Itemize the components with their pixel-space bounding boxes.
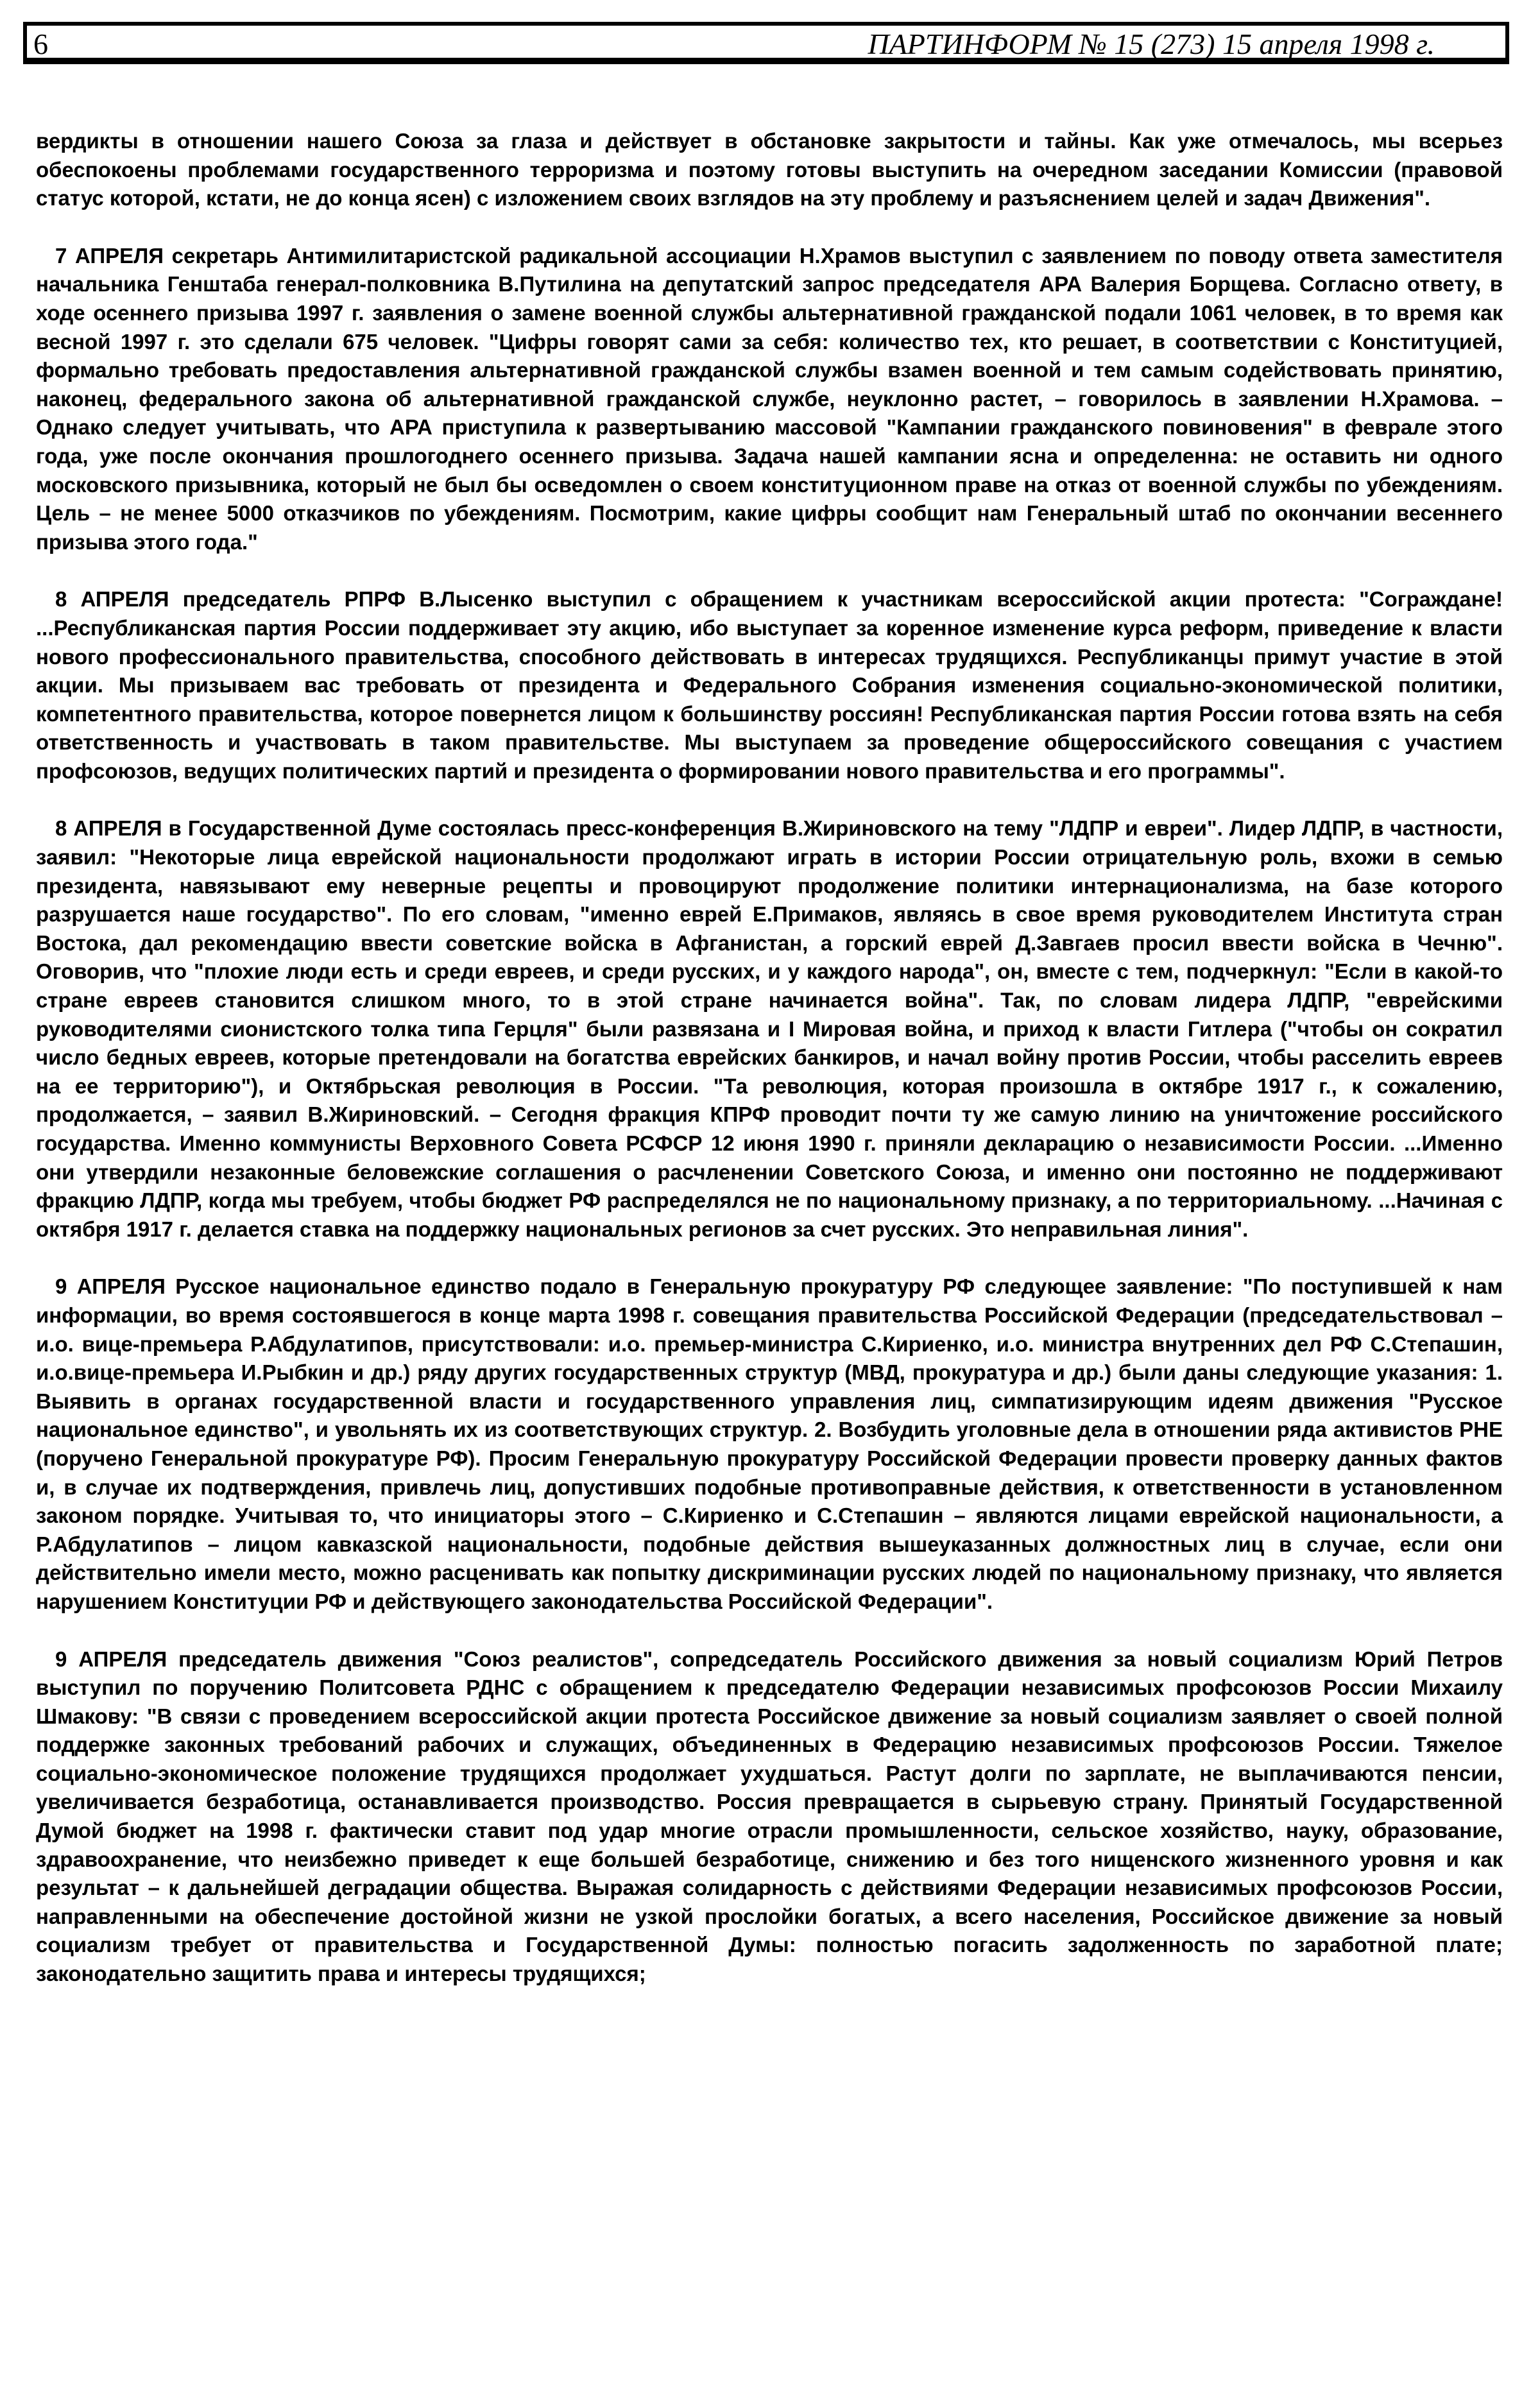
paragraph: 7 АПРЕЛЯ секретарь Антимилитаристской радикальной ассоциации Н.Храмов выступил с заявлением по поводу ответа заместителя начальника Генштаба генерал-полковника В.Путилина на депутатский запрос председателя АРА Валерия Борщева. Согласно ответу, в ходе осеннего призыва 1997 г. заявления о замене военной службы альтернативной гражданской подали 1061 человек, в то время как весной 1997 г. это сделали 675 человек. "Цифры говорят сами за себя: количество тех, кто решает, в соответствии с Конституцией, формально требовать предоставления альтернативной гражданской службы взамен военной и тем самым содействовать принятию, наконец, федерального закона об альтернативной гражданской службе, неуклонно растет, – говорилось в заявлении Н.Храмова. – Однако следует учитывать, что АРА приступила к развертыванию массовой "Кампании гражданского повиновения" в феврале этого года, уже после окончания прошлогоднего осеннего призыва. Задача нашей кампании ясна и определенна: не оставить ни одного московского призывника, который не был бы осведомлен о своем конституционном праве на отказ от военной службы по убеждениям. Цель – не менее 5000 отказчиков по убеждениям. Посмотрим, какие цифры сообщит нам Генеральный штаб по окончании весеннего призыва этого года." xyxy=(36,243,1503,554)
paragraph: вердикты в отношении нашего Союза за глаза и действует в обстановке закрытости и тайны. Как уже отмечалось, мы всерьез обеспокоены проблемами государственного терроризма и поэтому готовы выступить на очередном заседании Комиссии (правовой статус которой, кстати, не до конца ясен) с изложением своих взглядов на эту проблему и разъяснением целей и задач Движения". xyxy=(36,129,1503,210)
page-number: 6 xyxy=(33,28,48,60)
paragraph: 8 АПРЕЛЯ председатель РПРФ В.Лысенко выступил с обращением к участникам всероссийской акции протеста: "Сограждане! ...Республиканская партия России поддерживает эту акцию, ибо выступает за коренное изменение курса реформ, приведение к власти нового профессионального правительства, способного действовать в интересах трудящихся. Республиканцы примут участие в этой акции. Мы призываем вас требовать от президента и Федерального Собрания изменения социально-экономической политики, компетентного правительства, которое повернется лицом к большинству россиян! Республиканская партия России готова взять на себя ответственность и участвовать в таком правительстве. Мы выступаем за проведение общероссийского совещания с участием профсоюзов, ведущих политических партий и президента о формировании нового правительства и его программы". xyxy=(36,587,1503,783)
page-header xyxy=(23,22,1509,64)
paragraph: 9 АПРЕЛЯ Русское национальное единство подало в Генеральную прокуратуру РФ следующее заявление: "По поступившей к нам информации, во время состоявшегося в конце марта 1998 г. совещания правительства Российской Федерации (председательствовал – и.о. вице-премьера Р.Абдулатипов, присутствовали: и.о. премьер-министра С.Кириенко, и.о. министра внутренних дел РФ С.Степашин, и.о.вице-премьера И.Рыбкин и др.) ряду других государственных структур (МВД, прокуратура и др.) были даны следующие указания: 1. Выявить в органах государственной власти и государственного управления лиц, симпатизирующим идеям движения "Русское национальное единство", и увольнять их из соответствующих структур. 2. Возбудить уголовные дела в отношении ряда активистов РНЕ (поручено Генеральной прокуратуре РФ). Просим Генеральную прокуратуру Российской Федерации провести проверку данных фактов и, в случае их подтверждения, привлечь лиц, допустивших подобные противоправные действия, к ответственности в установленном законом порядке. Учитывая то, что инициаторы этого – С.Кириенко и С.Степашин – являются лицами еврейской национальности, а Р.Абдулатипов – лицом кавказской национальности, подобные действия вышеуказанных должностных лиц в случае, если они действительно имели место, можно расценивать как попытку дискриминации русских людей по национальному признаку, что является нарушением Конституции РФ и действующего законодательства Российской Федерации". xyxy=(36,1274,1503,1613)
paragraph: 8 АПРЕЛЯ в Государственной Думе состоялась пресс-конференция В.Жириновского на тему "ЛДПР и евреи". Лидер ЛДПР, в частности, заявил: "Некоторые лица еврейской национальности продолжают играть в истории России отрицательную роль, вхожи в семью президента, навязывают ему неверные рецепты и провоцируют продолжение политики интернационализма, на базе которого разрушается наше государство". По его словам, "именно еврей Е.Примаков, являясь в свое время руководителем Института стран Востока, дал рекомендацию ввести советские войска в Афганистан, а горский еврей Д.Завгаев просил ввести войска в Чечню". Оговорив, что "плохие люди есть и среди евреев, и среди русских, и у каждого народа", он, вместе с тем, подчеркнул: "Если в какой-то стране евреев становится слишком много, то в этой стране начинается война". Так, по словам лидера ЛДПР, "еврейскими руководителями сионистского толка типа Герцля" были развязана и I Мировая война, и приход к власти Гитлера ("чтобы он сократил число бедных евреев, которые претендовали на богатства еврейских банкиров, и начал войну против России, чтобы расселить евреев на ее территорию"), и Октябрьская революция в России. "Та революция, которая произошла в октябре 1917 г., к сожалению, продолжается, – заявил В.Жириновский. – Сегодня фракция КПРФ проводит почти ту же самую линию на уничтожение российского государства. Именно коммунисты Верховного Совета РСФСР 12 июня 1990 г. приняли декларацию о независимости России. ...Именно они утвердили незаконные беловежские соглашения о расчленении Советского Союза, и именно они постоянно не поддерживают фракцию ЛДПР, когда мы требуем, чтобы бюджет РФ распределялся не по национальному признаку, а по территориальному. ...Начиная с октября 1917 г. делается ставка на поддержку национальных регионов за счет русских. Это неправильная линия". xyxy=(36,816,1503,1241)
article-body xyxy=(36,127,1503,1989)
paragraph: 9 АПРЕЛЯ председатель движения "Союз реалистов", сопредседатель Российского движения за новый социализм Юрий Петров выступил по поручению Политсовета РДНС с обращением к председателю Федерации независимых профсоюзов России Михаилу Шмакову: "В связи с проведением всероссийской акции протеста Российское движение за новый социализм заявляет о своей полной поддержке законных требований рабочих и служащих, объединенных в Федерацию независимых профсоюзов России. Тяжелое социально-экономическое положение трудящихся продолжает ухудшаться. Растут долги по зарплате, не выплачиваются пенсии, увеличивается безработица, останавливается производство. Россия превращается в сырьевую страну. Принятый Государственной Думой бюджет на 1998 г. фактически ставит под удар многие отрасли промышленности, сельское хозяйство, науку, образование, здравоохранение, что неизбежно приведет к еще большей безработице, снижению и без того нищенского жизненного уровня и как результат – к дальнейшей деградации общества. Выражая солидарность с действиями Федерации независимых профсоюзов России, направленными на обеспечение достойной жизни не узкой прослойки богатых, а всего населения, Российское движение за новый социализм требует от правительства и Государственной Думы: полностью погасить задолженность по заработной плате; законодательно защитить права и интересы трудящихся; xyxy=(36,1647,1503,1986)
issue-title: ПАРТИНФОРМ № 15 (273) 15 апреля 1998 г. xyxy=(868,28,1435,60)
